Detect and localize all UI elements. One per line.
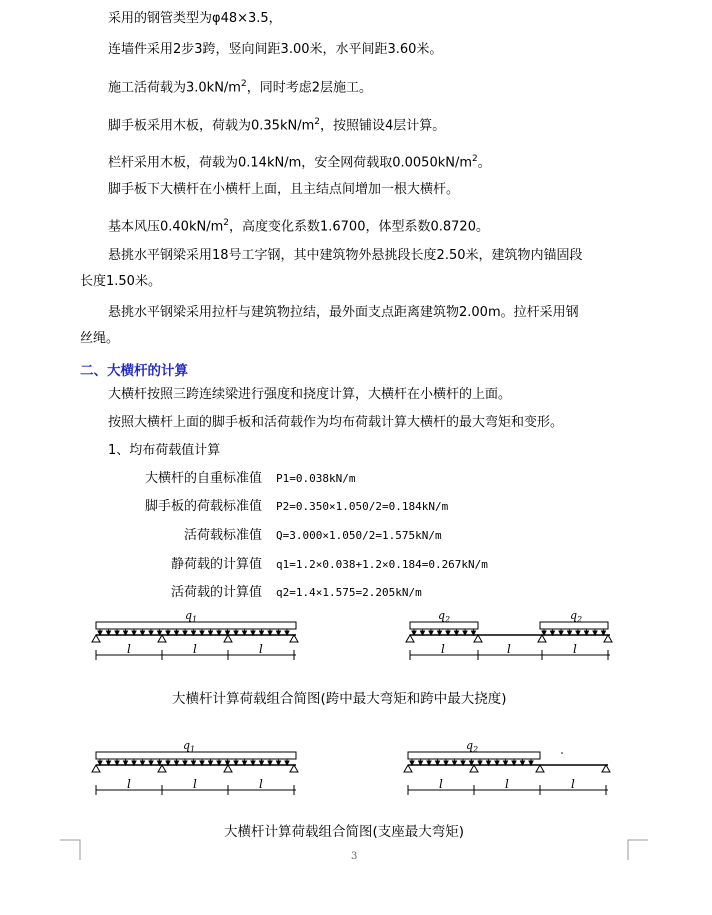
q2-label: $q_2$	[570, 609, 583, 624]
load-label: 活荷载标准值	[183, 528, 262, 543]
para-scaffold-board: 脚手板采用木板，荷载为$0.35kN/m^2$，按照铺设4层计算。	[108, 117, 446, 134]
page-number: 3	[351, 851, 358, 862]
para-railing: 栏杆采用木板，荷载为0.14kN/m，安全网荷载取$0.0050kN/m^2$。	[108, 154, 491, 171]
load-value: P1=0.038kN/m	[276, 472, 356, 485]
span-label: l	[441, 642, 445, 656]
span-label: l	[127, 642, 131, 656]
span-label: l	[259, 777, 263, 791]
load-value: P2=0.350×1.050/2=0.184kN/m	[276, 500, 449, 513]
span-label: l	[573, 642, 577, 656]
diagram-q2-alternate	[402, 605, 622, 675]
span-label: l	[571, 777, 575, 791]
para-wind: 基本风压$0.40kN/m^2$，高度变化系数1.6700，体型系数0.8720。	[108, 218, 489, 235]
section-heading: 二、大横杆的计算	[80, 363, 188, 379]
load-value: q1=1.2×0.038+1.2×0.184=0.267kN/m	[276, 558, 488, 571]
para-steel-pipe: 采用的钢管类型为φ48×3.5，	[108, 11, 282, 26]
load-label: 静荷载的计算值	[170, 557, 262, 572]
para-three-span: 大横杆按照三跨连续梁进行强度和挠度计算，大横杆在小横杆的上面。	[108, 387, 512, 402]
para-tie-rod-2: 丝绳。	[80, 331, 120, 346]
para-ledger-position: 脚手板下大横杆在小横杆上面，且主结点间增加一根大横杆。	[108, 182, 460, 197]
load-label: 脚手板的荷载标准值	[144, 499, 262, 514]
q1-label: $q_1$	[183, 739, 196, 754]
corner-mark-right	[624, 836, 648, 860]
span-label: l	[507, 642, 511, 656]
span-label: l	[259, 642, 263, 656]
load-label: 活荷载的计算值	[170, 585, 262, 600]
q2-label: $q_2$	[438, 609, 451, 624]
para-wall-ties: 连墙件采用2步3跨，竖向间距3.00米，水平间距3.60米。	[108, 42, 443, 57]
diagram-q1-full	[88, 605, 308, 675]
span-label: l	[505, 777, 509, 791]
span-label: l	[193, 777, 197, 791]
caption-support: 大横杆计算荷载组合简图(支座最大弯矩)	[224, 824, 465, 840]
span-label: l	[439, 777, 443, 791]
para-uniform-load: 按照大横杆上面的脚手板和活荷载作为均布荷载计算大横杆的最大弯矩和变形。	[108, 415, 564, 430]
caption-midspan: 大横杆计算荷载组合简图(跨中最大弯矩和跨中最大挠度)	[172, 691, 507, 707]
q2-label: $q_2$	[466, 739, 479, 754]
diagram-q1-full-support	[88, 735, 308, 805]
span-label: l	[193, 642, 197, 656]
subheading-load-values: 1、均布荷载值计算	[108, 443, 221, 458]
q1-label: $q_1$	[185, 609, 198, 624]
load-value: q2=1.4×1.575=2.205kN/m	[276, 586, 422, 599]
para-tie-rod-1: 悬挑水平钢梁采用拉杆与建筑物拉结，最外面支点距离建筑物2.00m。拉杆采用钢	[108, 305, 579, 320]
para-cantilever-beam-2: 长度1.50米。	[80, 274, 161, 289]
para-live-load: 施工活荷载为$3.0kN/m^2$，同时考虑2层施工。	[108, 79, 372, 96]
diagram-q2-two-span	[400, 735, 620, 805]
para-cantilever-beam-1: 悬挑水平钢梁采用18号工字钢，其中建筑物外悬挑段长度2.50米，建筑物内锚固段	[108, 248, 583, 263]
load-value: Q=3.000×1.050/2=1.575kN/m	[276, 529, 442, 542]
corner-mark-left	[60, 836, 84, 860]
load-label: 大横杆的自重标准值	[144, 471, 262, 486]
span-label: l	[127, 777, 131, 791]
